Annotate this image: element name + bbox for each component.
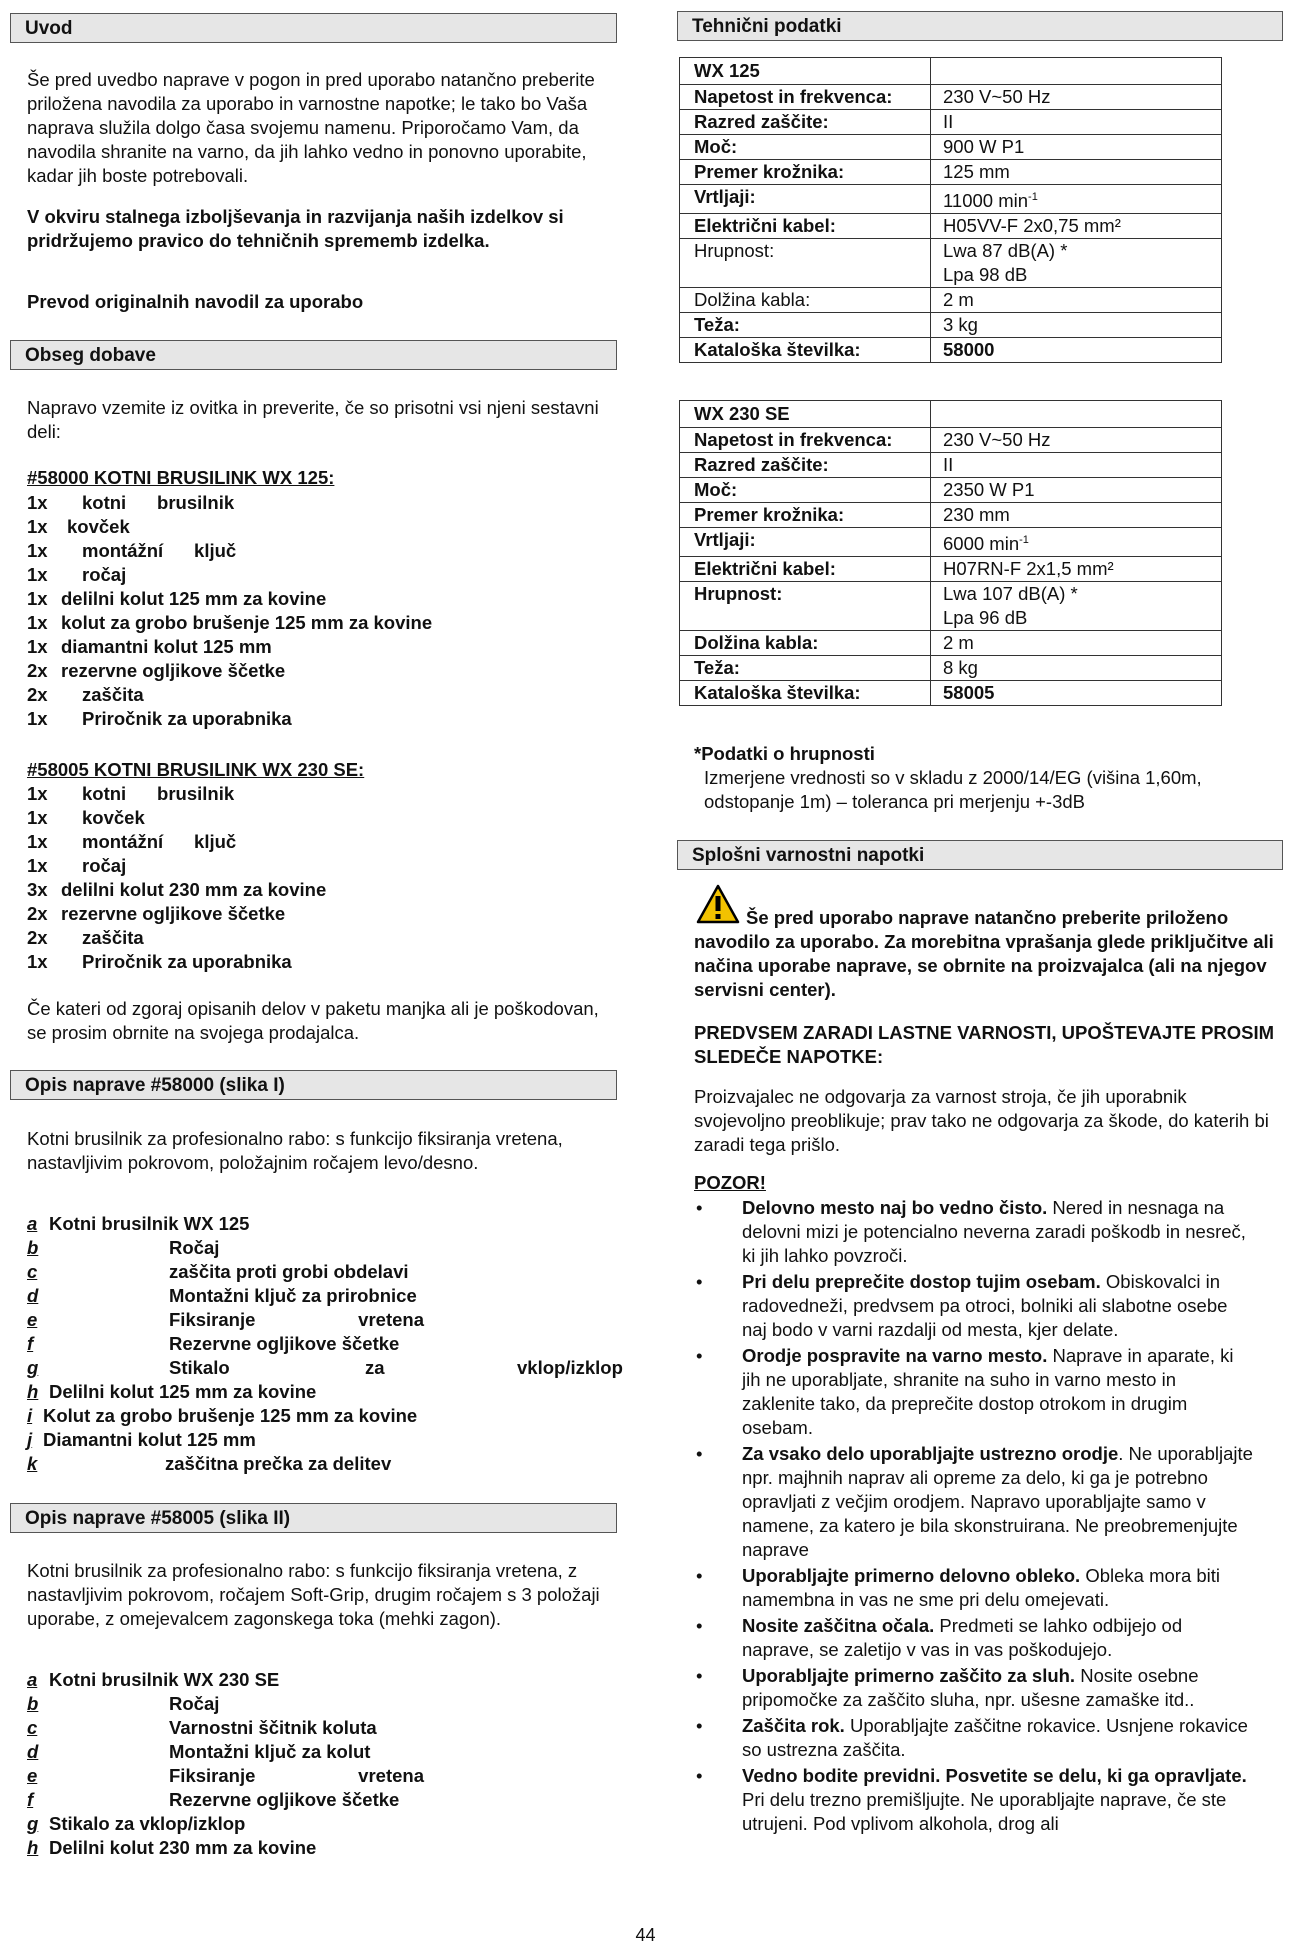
table-row bbox=[680, 401, 1222, 428]
part-item: a Kotni brusilnik WX 230 SE bbox=[27, 1669, 280, 1690]
list-item: • Nosite zaščitna očala. Predmeti se lahko odbijejo od naprave, se zaletijo v vas in vas poškodujejo. bbox=[694, 1614, 1254, 1662]
list2-title: #58005 KOTNI BRUSILINK WX 230 SE: bbox=[27, 759, 365, 780]
table-row: Premer krožnika: 125 mm bbox=[680, 160, 1222, 185]
part-item: c zaščita proti grobi obdelavi bbox=[27, 1261, 409, 1282]
part-item: g Stikalo za vklop/izklop bbox=[27, 1813, 246, 1834]
spec-table-wx230 bbox=[679, 400, 1222, 706]
opis1-paragraph: Kotni brusilnik za profesionalno rabo: s funkcijo fiksiranja vretena, nastavljivim pokrovom, položajnim ročajem levo/desno. bbox=[27, 1128, 563, 1173]
section-heading-obseg: Obseg dobave bbox=[10, 340, 617, 370]
table-row: Premer krožnika: 230 mm bbox=[680, 503, 1222, 528]
table-row: Hrupnost: Lwa 87 dB(A) * Lpa 98 dB bbox=[680, 239, 1222, 288]
part-item: i Kolut za grobo brušenje 125 mm za kovine bbox=[27, 1405, 418, 1426]
list-item: 1x Priročnik za uporabnika bbox=[27, 708, 292, 729]
list1-title: #58000 KOTNI BRUSILINK WX 125: bbox=[27, 467, 335, 488]
list2 bbox=[27, 782, 612, 974]
section-heading-tech: Tehnični podatki bbox=[677, 11, 1283, 41]
list-item: 2x zaščita bbox=[27, 927, 144, 948]
table-row bbox=[680, 58, 1222, 85]
obseg-intro: Napravo vzemite iz ovitka in preverite, če so prisotni vsi njeni sestavni deli: bbox=[27, 397, 599, 442]
opis2-parts bbox=[27, 1668, 627, 1868]
list-item: 1x ročaj bbox=[27, 855, 127, 876]
list1 bbox=[27, 491, 612, 731]
table-row: Kataloška številka: 58005 bbox=[680, 681, 1222, 706]
table-row: Dolžina kabla: 2 m bbox=[680, 288, 1222, 313]
part-item: g Stikalo za vklop/izklop bbox=[27, 1357, 623, 1378]
list-item: • Orodje pospravite na varno mesto. Naprave in aparate, ki jih ne uporabljate, shranite na suho in varno mesto in zaklenite tako, da preprečite dostop otrokom in drugim osebam. bbox=[694, 1344, 1254, 1440]
table-row: Napetost in frekvenca: 230 V~50 Hz bbox=[680, 428, 1222, 453]
table-row: Moč: 2350 W P1 bbox=[680, 478, 1222, 503]
list-item: 1x montážní ključ bbox=[27, 540, 237, 561]
part-item: a Kotni brusilnik WX 125 bbox=[27, 1213, 250, 1234]
part-item: f Rezervne ogljikove ščetke bbox=[27, 1333, 400, 1354]
table-row: Moč: 900 W P1 bbox=[680, 135, 1222, 160]
safety-disclaimer: Proizvajalec ne odgovarja za varnost stroja, če jih uporabnik svojevoljno preoblikuje; prav tako ne odgovarja za škode, do katerih bi zaradi tega prišlo. bbox=[694, 1086, 1269, 1155]
part-item: b Ročaj bbox=[27, 1237, 220, 1258]
part-item: b Ročaj bbox=[27, 1693, 220, 1714]
page-number: 44 bbox=[635, 1925, 656, 1945]
safety-warning-text: Še pred uporabo naprave natančno preberite priloženo navodilo za uporabo. Za morebitna vprašanja glede priključitve ali načina uporabe naprave, se obrnite na proizvajalca (ali na njegov servisni center). bbox=[694, 907, 1274, 1000]
table-row: Kataloška številka: 58000 bbox=[680, 338, 1222, 363]
model-name: WX 230 SE bbox=[680, 401, 931, 428]
part-item: k zaščitna prečka za delitev bbox=[27, 1453, 392, 1474]
warning-triangle-icon bbox=[696, 884, 740, 924]
part-item: h Delilni kolut 125 mm za kovine bbox=[27, 1381, 317, 1402]
part-item: d Montažni ključ za prirobnice bbox=[27, 1285, 417, 1306]
section-heading-opis2: Opis naprave #58005 (slika II) bbox=[10, 1503, 617, 1533]
list-item: 3x delilni kolut 230 mm za kovine bbox=[27, 879, 327, 900]
part-item: d Montažni ključ za kolut bbox=[27, 1741, 371, 1762]
list-item: 1x delilni kolut 125 mm za kovine bbox=[27, 588, 327, 609]
list-item: • Zaščita rok. Uporabljajte zaščitne rokavice. Usnjene rokavice so ustrezna zaščita. bbox=[694, 1714, 1254, 1762]
part-item: f Rezervne ogljikove ščetke bbox=[27, 1789, 400, 1810]
part-item: j Diamantni kolut 125 mm bbox=[27, 1429, 256, 1450]
list-item: 1x Priročnik za uporabnika bbox=[27, 951, 292, 972]
list-item: 1x kolut za grobo brušenje 125 mm za kovine bbox=[27, 612, 433, 633]
table-row: Električni kabel: H07RN-F 2x1,5 mm² bbox=[680, 557, 1222, 582]
pozor-label: POZOR! bbox=[694, 1172, 766, 1193]
noise-text: Izmerjene vrednosti so v skladu z 2000/14/EG (višina 1,60m, odstopanje 1m) – toleranca pri merjenju +-3dB bbox=[704, 767, 1202, 812]
part-item: e Fiksiranje vretena bbox=[27, 1309, 424, 1330]
table-row: Razred zaščite: II bbox=[680, 453, 1222, 478]
list-item: 1x kotni brusilnik bbox=[27, 783, 235, 804]
list-item: 1x kovček bbox=[27, 807, 145, 828]
list-item: 1x kovček bbox=[27, 516, 130, 537]
list-item: 1x ročaj bbox=[27, 564, 127, 585]
list-item: 1x kotni brusilnik bbox=[27, 492, 235, 513]
table-row: Napetost in frekvenca: 230 V~50 Hz bbox=[680, 85, 1222, 110]
uvod-translation-note: Prevod originalnih navodil za uporabo bbox=[27, 291, 364, 312]
table-row: Vrtljaji: 6000 $\min^{-1}$ bbox=[680, 528, 1222, 557]
table-row: Teža: 8 kg bbox=[680, 656, 1222, 681]
section-heading-safety: Splošni varnostni napotki bbox=[677, 840, 1283, 870]
list-item: • Uporabljajte primerno zaščito za sluh. Nosite osebne pripomočke za zaščito sluha, npr. ušesne zamaške itd.. bbox=[694, 1664, 1254, 1712]
uvod-paragraph: Še pred uvedbo naprave v pogon in pred uporabo natančno preberite priložena navodila za uporabo in varnostne napotke; le tako bo Vaša naprava služila dolgo časa svojemu namenu. Priporočamo Vam, da navodila shranite na varno, da jih lahko vedno in ponovno uporabite, kadar jih boste potrebovali. bbox=[27, 69, 595, 186]
table-row: Vrtljaji: 11000 $\min^{-1}$ bbox=[680, 185, 1222, 214]
table-row: Hrupnost: Lwa 107 dB(A) * Lpa 96 dB bbox=[680, 582, 1222, 631]
noise-title: *Podatki o hrupnosti bbox=[694, 743, 875, 764]
section-heading-opis1: Opis naprave #58000 (slika I) bbox=[10, 1070, 617, 1100]
uvod-improvement-note: V okviru stalnega izboljševanja in razvijanja naših izdelkov si pridržujemo pravico do tehničnih sprememb izdelka. bbox=[27, 206, 564, 251]
table-row: Dolžina kabla: 2 m bbox=[680, 631, 1222, 656]
safety-caps: PREDVSEM ZARADI LASTNE VARNOSTI, UPOŠTEVAJTE PROSIM SLEDEČE NAPOTKE: bbox=[694, 1022, 1275, 1067]
model-name: WX 125 bbox=[680, 58, 931, 85]
list-item: 1x diamantni kolut 125 mm bbox=[27, 636, 272, 657]
table-row: Teža: 3 kg bbox=[680, 313, 1222, 338]
part-item: c Varnostni ščitnik koluta bbox=[27, 1717, 377, 1738]
part-item: h Delilni kolut 230 mm za kovine bbox=[27, 1837, 317, 1858]
list-item: 2x zaščita bbox=[27, 684, 144, 705]
list-item: 2x rezervne ogljikove ščetke bbox=[27, 903, 286, 924]
opis2-paragraph: Kotni brusilnik za profesionalno rabo: s funkcijo fiksiranja vretena, z nastavljivim pokrovom, ročajem Soft-Grip, drugim ročajem s 3 položaji uporabe, z omejevalcem zagonskega toka (mehki zagon). bbox=[27, 1560, 600, 1629]
section-heading-uvod: Uvod bbox=[10, 13, 617, 43]
table-row: Električni kabel: H05VV-F 2x0,75 mm² bbox=[680, 214, 1222, 239]
obseg-outro: Če kateri od zgoraj opisanih delov v paketu manjka ali je poškodovan, se prosim obrnite na svojega prodajalca. bbox=[27, 998, 599, 1043]
list-item: 1x montážní ključ bbox=[27, 831, 237, 852]
list-item: • Delovno mesto naj bo vedno čisto. Nered in nesnaga na delovni mizi je potencialno neverna zaradi poškodb in nesreč, ki jih lahko povzroči. bbox=[694, 1196, 1254, 1268]
table-row: Razred zaščite: II bbox=[680, 110, 1222, 135]
list-item: • Uporabljajte primerno delovno obleko. Obleka mora biti namembna in vas ne sme pri delu omejevati. bbox=[694, 1564, 1254, 1612]
part-item: e Fiksiranje vretena bbox=[27, 1765, 424, 1786]
list-item: • Pri delu preprečite dostop tujim osebam. Obiskovalci in radovedneži, predvsem pa otroci, bolniki ali slabotne osebe naj bodo v varni razdalji od mesta, kjer delate. bbox=[694, 1270, 1254, 1342]
opis1-parts bbox=[27, 1212, 627, 1482]
spec-table-wx125 bbox=[679, 57, 1222, 363]
list-item: 2x rezervne ogljikove ščetke bbox=[27, 660, 286, 681]
list-item: • Vedno bodite previdni. Posvetite se delu, ki ga opravljate. Pri delu trezno premišljujte. Ne uporabljajte naprave, če ste utrujeni. Pod vplivom alkohola, drog ali bbox=[694, 1764, 1254, 1836]
safety-bullets bbox=[694, 1196, 1254, 1838]
list-item: • Za vsako delo uporabljajte ustrezno orodje. Ne uporabljajte npr. majhnih naprav ali opreme za delo, ki ga je potrebno opravljati z večjim orodjem. Napravo uporabljajte samo v namene, za katero je bila skonstruirana. Ne preobremenjujte naprave bbox=[694, 1442, 1254, 1562]
